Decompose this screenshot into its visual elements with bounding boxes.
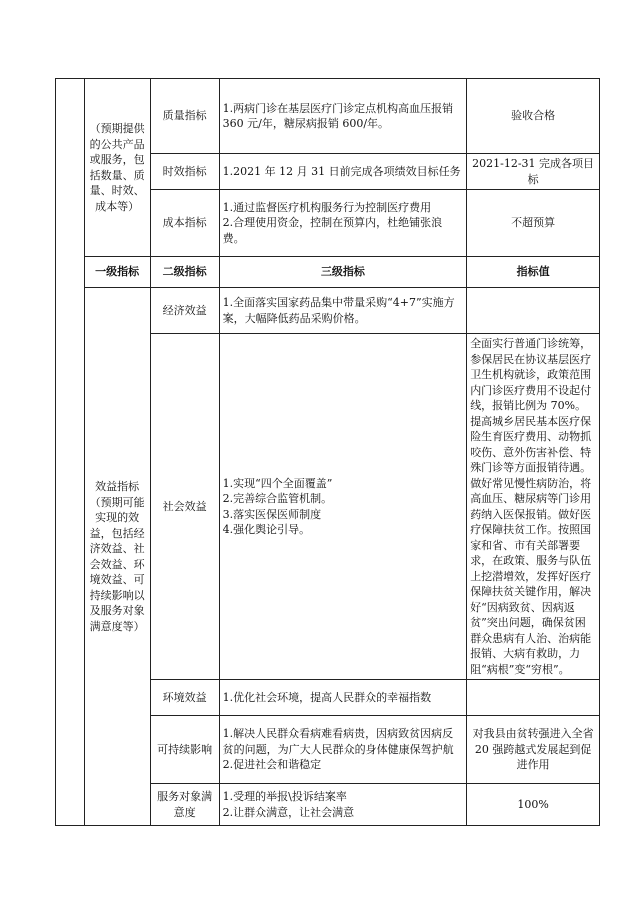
sub-indicator-cost: 成本指标 — [150, 190, 219, 257]
header-level1: 一级指标 — [84, 257, 150, 288]
benefit-category: 效益指标（预期可能实现的效益，包括经济效益、社会效益、环境效益、可持续影响以及服务对象满意度等） — [84, 288, 150, 826]
third-level-indicator: 1.受理的举报\投诉结案率 2.让群众满意，让社会满意 — [219, 784, 467, 826]
third-level-indicator: 1.通过监督医疗机构服务行为控制医疗费用 2.合理使用资金，控制在预算内，杜绝铺张浪费。 — [219, 190, 467, 257]
indicator-value: 2021-12-31 完成各项目标 — [467, 154, 600, 190]
third-level-indicator: 1.两病门诊在基层医疗门诊定点机构高血压报销 360 元/年，糖尿病报销 600/年。 — [219, 79, 467, 154]
indicator-value — [467, 680, 600, 716]
header-level2: 二级指标 — [150, 257, 219, 288]
third-level-indicator: 1.解决人民群众看病难看病贵，因病致贫因病反贫的问题，为广大人民群众的身体健康保驾护航 2.促进社会和谐稳定 — [219, 716, 467, 784]
header-level3: 三级指标 — [219, 257, 467, 288]
sub-indicator-social: 社会效益 — [150, 334, 219, 680]
output-category-note: （预期提供的公共产品或服务，包括数量、质量、时效、成本等） — [84, 79, 150, 257]
sub-indicator-satisfaction: 服务对象满意度 — [150, 784, 219, 826]
performance-indicator-table — [55, 78, 600, 826]
indicator-value — [467, 288, 600, 334]
indicator-value: 全面实行普通门诊统筹，参保居民在协议基层医疗卫生机构就诊，政策范围内门诊医疗费用不设起付线，报销比例为 70%。提高城乡居民基本医疗保险生育医疗费用、动物抓咬伤、意外伤害补偿、特殊门诊等方面报销待遇。做好常见慢性病防治，将高血压、糖尿病等门诊用药纳入医保报销。做好医疗保障扶贫工作。按照国家和省、市有关部署要求，在政策、服务与队伍上挖潜增效，发挥好医疗保障扶贫关键作用，解决好“因病致贫、因病返贫”突出问题，确保贫困群众患病有人治、治病能报销、大病有救助，力阻“病根”变“穷根”。 — [467, 334, 600, 680]
sub-indicator-economic: 经济效益 — [150, 288, 219, 334]
sub-indicator-environment: 环境效益 — [150, 680, 219, 716]
indicator-value: 对我县由贫转强进入全省 20 强跨越式发展起到促进作用 — [467, 716, 600, 784]
table-row — [56, 288, 600, 334]
third-level-indicator: 1.优化社会环境，提高人民群众的幸福指数 — [219, 680, 467, 716]
outer-first-column — [56, 79, 85, 826]
third-level-indicator: 1.实现“四个全面覆盖” 2.完善综合监管机制。 3.落实医保医师制度 4.强化舆论引导。 — [219, 334, 467, 680]
indicator-value: 验收合格 — [467, 79, 600, 154]
table-header-row — [56, 257, 600, 288]
indicator-value: 100% — [467, 784, 600, 826]
sub-indicator-quality: 质量指标 — [150, 79, 219, 154]
table-row — [56, 79, 600, 154]
sub-indicator-timeliness: 时效指标 — [150, 154, 219, 190]
sub-indicator-sustainability: 可持续影响 — [150, 716, 219, 784]
header-value: 指标值 — [467, 257, 600, 288]
third-level-indicator: 1.全面落实国家药品集中带量采购“4+7”实施方案，大幅降低药品采购价格。 — [219, 288, 467, 334]
indicator-value: 不超预算 — [467, 190, 600, 257]
third-level-indicator: 1.2021 年 12 月 31 日前完成各项绩效目标任务 — [219, 154, 467, 190]
